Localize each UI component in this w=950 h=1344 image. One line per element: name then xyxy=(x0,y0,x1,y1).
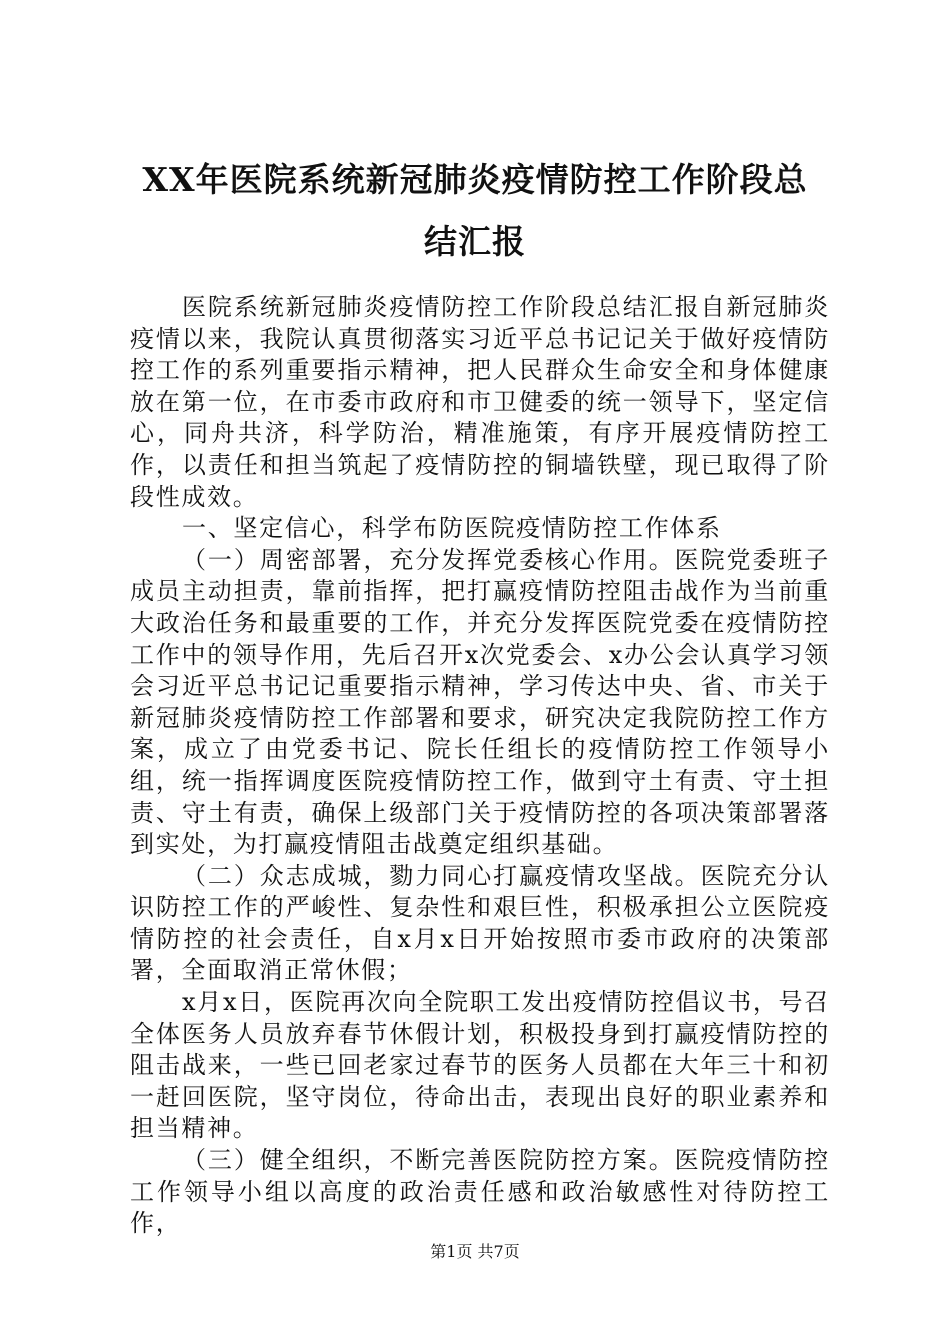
document-title-line-2: 结汇报 xyxy=(424,222,526,261)
subsection-3-paragraph: （三）健全组织，不断完善医院防控方案。医院疫情防控工作领导小组以高度的政治责任感和政治敏感性对待防控工作， xyxy=(130,1146,830,1238)
section-heading-1: 一、坚定信心，科学布防医院疫情防控工作体系 xyxy=(182,514,722,543)
document-body xyxy=(130,292,830,1240)
document-title-line-1: XX年医院系统新冠肺炎疫情防控工作阶段总 xyxy=(142,160,808,199)
subsection-2-paragraph: （二）众志成城，勠力同心打赢疫情攻坚战。医院充分认识防控工作的严峻性、复杂性和艰巨性，积极承担公立医院疫情防控的社会责任，自x月x日开始按照市委市政府的决策部署，全面取消正常休假； xyxy=(130,861,830,985)
intro-paragraph: 医院系统新冠肺炎疫情防控工作阶段总结汇报自新冠肺炎疫情以来，我院认真贯彻落实习近平总书记记关于做好疫情防控工作的系列重要指示精神，把人民群众生命安全和身体健康放在第一位，在市委市政府和市卫健委的统一领导下，坚定信心，同舟共济，科学防治，精准施策，有序开展疫情防控工作，以责任和担当筑起了疫情防控的铜墙铁壁，现已取得了阶段性成效。 xyxy=(130,293,830,511)
subsection-1-paragraph: （一）周密部署，充分发挥党委核心作用。医院党委班子成员主动担责，靠前指挥，把打赢疫情防控阻击战作为当前重大政治任务和最重要的工作，并充分发挥医院党委在疫情防控工作中的领导作用，先后召开x次党委会、x办公会认真学习领会习近平总书记记重要指示精神，学习传达中央、省、市关于新冠肺炎疫情防控工作部署和要求，研究决定我院防控工作方案，成立了由党委书记、院长任组长的疫情防控工作领导小组，统一指挥调度医院疫情防控工作，做到守土有责、守土担责、守土有责，确保上级部门关于疫情防控的各项决策部署落到实处，为打赢疫情阻击战奠定组织基础。 xyxy=(130,545,830,859)
subsection-2-continued-paragraph: x月x日，医院再次向全院职工发出疫情防控倡议书，号召全体医务人员放弃春节休假计划，积极投身到打赢疫情防控的阻击战来，一些已回老家过春节的医务人员都在大年三十和初一赶回医院，坚守岗位，待命出击，表现出良好的职业素养和担当精神。 xyxy=(130,988,830,1143)
page-footer: 第1页 共7页 xyxy=(430,1242,520,1261)
